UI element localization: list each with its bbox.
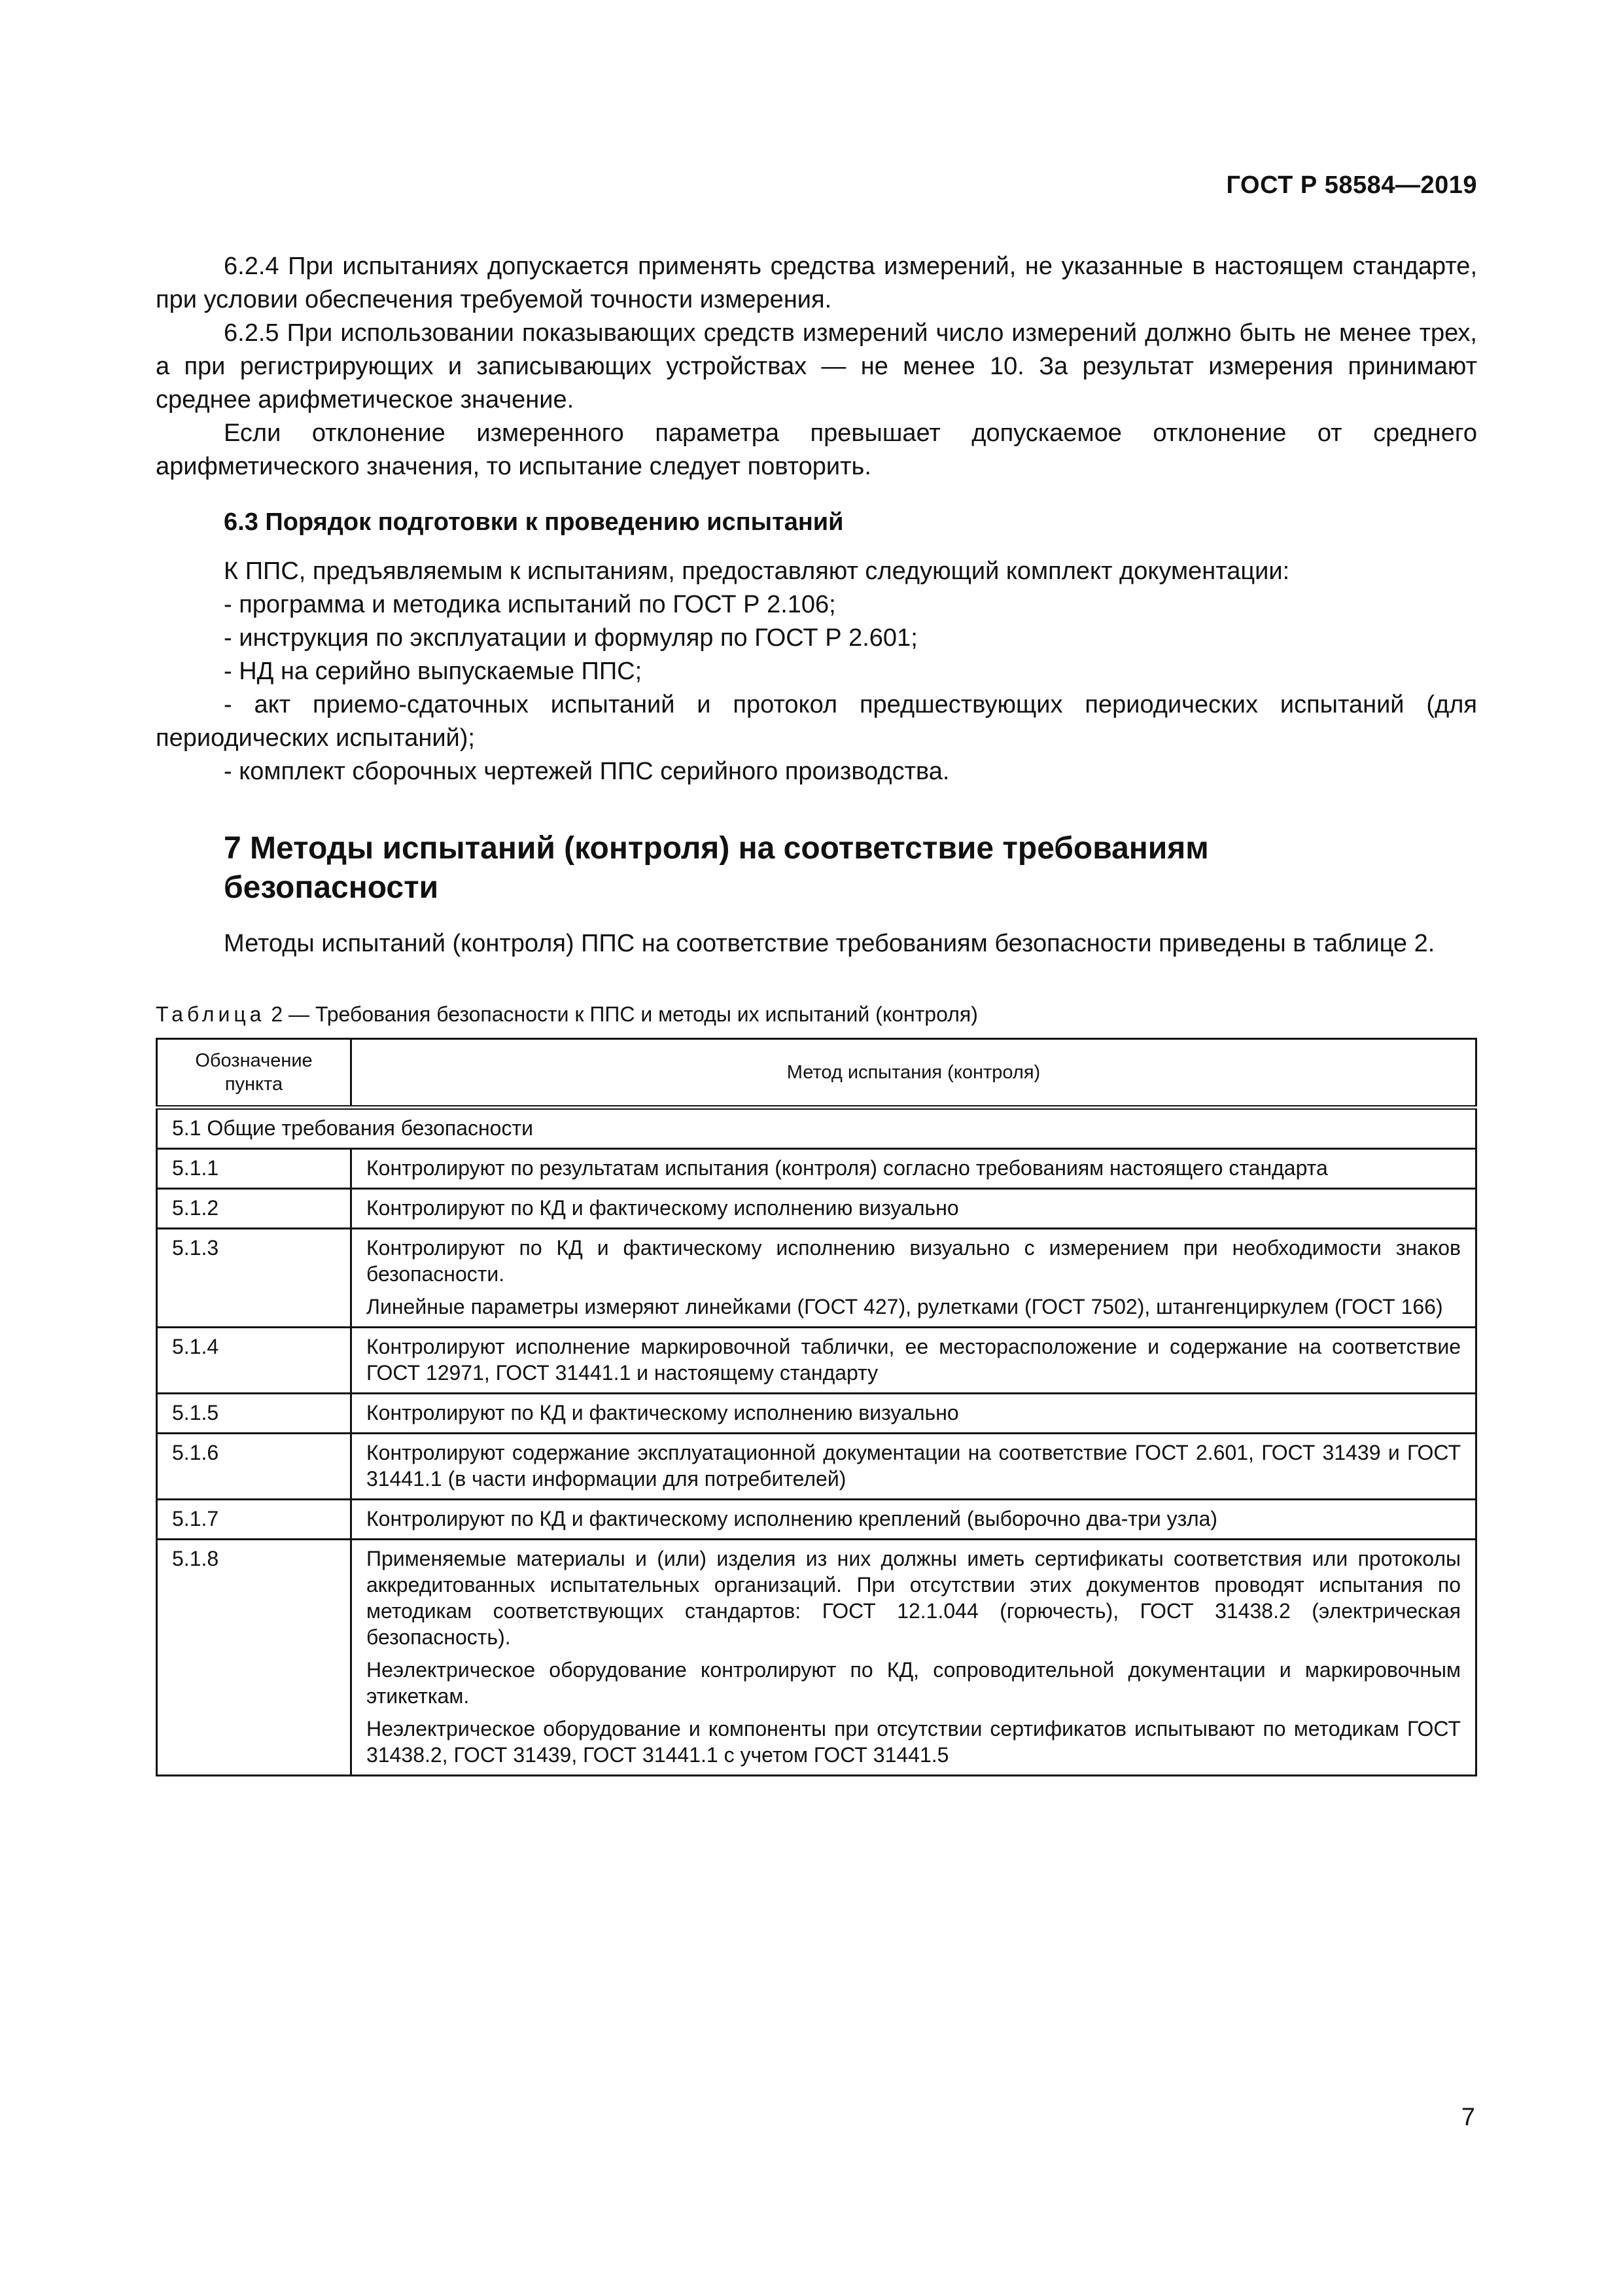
table-header-row	[157, 1039, 1476, 1108]
paragraph-6-2-5: 6.2.5 При использовании показывающих средств измерений число измерений должно быть не менее трех, а при регистрирующих и записывающих устройствах — не менее 10. За результат измерения принимают среднее арифметическое значение.	[156, 319, 1477, 414]
method-cell	[351, 1500, 1476, 1540]
method-text: Применяемые материалы и (или) изделия из них должны иметь сертификаты соответствия или протоколы аккредитованных испытательных организаций. При отсутствии этих документов проводят испытания по методикам соответствующих стандартов: ГОСТ 12.1.044 (горючесть), ГОСТ 31438.2 (электрическая безопасность).	[366, 1547, 1461, 1649]
section-7-intro: Методы испытаний (контроля) ППС на соответствие требованиям безопасности приведены в таблице 2.	[224, 930, 1435, 957]
group-title: 5.1 Общие требования безопасности	[157, 1108, 1476, 1149]
table-caption-label: Таблица	[156, 1002, 266, 1026]
method-text: Контролируют по КД и фактическому исполнению креплений (выборочно два-три узла)	[366, 1507, 1218, 1530]
method-text: Линейные параметры измеряют линейками (ГОСТ 427), рулетками (ГОСТ 7502), штангенциркулем (ГОСТ 166)	[366, 1295, 1443, 1318]
table-row	[157, 1500, 1476, 1540]
method-text: Контролируют по КД и фактическому исполнению визуально	[366, 1401, 959, 1424]
method-text: Неэлектрическое оборудование и компоненты при отсутствии сертификатов испытывают по методикам ГОСТ 31438.2, ГОСТ 31439, ГОСТ 31441.1 с учетом ГОСТ 31441.5	[366, 1717, 1461, 1767]
method-text: Контролируют по результатам испытания (контроля) согласно требованиям настоящего стандарта	[366, 1156, 1328, 1180]
method-cell	[351, 1328, 1476, 1394]
list-item: - акт приемо-сдаточных испытаний и протокол предшествующих периодических испытаний (для периодических испытаний);	[156, 691, 1477, 752]
table-row	[157, 1394, 1476, 1434]
table-caption-text: 2 — Требования безопасности к ППС и методы их испытаний (контроля)	[271, 1002, 978, 1026]
table-row	[157, 1229, 1476, 1328]
clause-id-cell: 5.1.4	[157, 1328, 351, 1394]
table-row	[157, 1189, 1476, 1229]
table-row	[157, 1540, 1476, 1776]
paragraph-6-2-4: 6.2.4 При испытаниях допускается применять средства измерений, не указанные в настоящем стандарте, при условии обеспечения требуемой точности измерения.	[156, 253, 1477, 313]
clause-id-cell: 5.1.8	[157, 1540, 351, 1776]
section-6-3-title: 6.3 Порядок подготовки к проведению испытаний	[224, 508, 844, 536]
method-cell	[351, 1540, 1476, 1776]
method-text: Контролируют исполнение маркировочной таблички, ее месторасположение и содержание на соответствие ГОСТ 12971, ГОСТ 31441.1 и настоящему стандарту	[366, 1335, 1461, 1385]
method-text: Контролируют содержание эксплуатационной документации на соответствие ГОСТ 2.601, ГОСТ 31439 и ГОСТ 31441.1 (в части информации для потребителей)	[366, 1441, 1461, 1491]
list-item: - НД на серийно выпускаемые ППС;	[224, 658, 642, 685]
method-cell	[351, 1189, 1476, 1229]
page-number: 7	[1461, 2104, 1475, 2131]
column-header-clause: Обозначение пункта	[157, 1039, 351, 1108]
list-item: - инструкция по эксплуатации и формуляр по ГОСТ Р 2.601;	[224, 624, 918, 652]
table-row	[157, 1149, 1476, 1189]
method-cell	[351, 1149, 1476, 1189]
document-header: ГОСТ Р 58584—2019	[1226, 171, 1477, 199]
method-cell	[351, 1434, 1476, 1500]
clause-id-cell: 5.1.2	[157, 1189, 351, 1229]
method-cell	[351, 1394, 1476, 1434]
method-text: Контролируют по КД и фактическому исполнению визуально	[366, 1196, 959, 1220]
paragraph-6-2-5-continued: Если отклонение измеренного параметра превышает допускаемое отклонение от среднего арифметического значения, то испытание следует повторить.	[156, 419, 1477, 480]
clause-id-cell: 5.1.5	[157, 1394, 351, 1434]
section-7-title: 7 Методы испытаний (контроля) на соответствие требованиям безопасности	[224, 831, 1209, 905]
table-caption	[156, 1001, 1477, 1027]
requirements-table	[156, 1038, 1477, 1776]
clause-id-cell: 5.1.3	[157, 1229, 351, 1328]
method-text: Контролируют по КД и фактическому исполнению визуально с измерением при необходимости знаков безопасности.	[366, 1236, 1461, 1286]
clause-id-cell: 5.1.6	[157, 1434, 351, 1500]
table-row	[157, 1434, 1476, 1500]
list-item: - комплект сборочных чертежей ППС серийного производства.	[224, 758, 950, 785]
table-group-row	[157, 1108, 1476, 1149]
clause-id-cell: 5.1.7	[157, 1500, 351, 1540]
method-text: Неэлектрическое оборудование контролируют по КД, сопроводительной документации и маркировочным этикеткам.	[366, 1658, 1461, 1708]
list-item: - программа и методика испытаний по ГОСТ Р 2.106;	[224, 591, 836, 618]
method-cell	[351, 1229, 1476, 1328]
table-row	[157, 1328, 1476, 1394]
column-header-method: Метод испытания (контроля)	[351, 1039, 1476, 1108]
page-content	[156, 250, 1477, 1776]
clause-id-cell: 5.1.1	[157, 1149, 351, 1189]
section-6-3-intro: К ППС, предъявляемым к испытаниям, предоставляют следующий комплект документации:	[224, 557, 1290, 585]
